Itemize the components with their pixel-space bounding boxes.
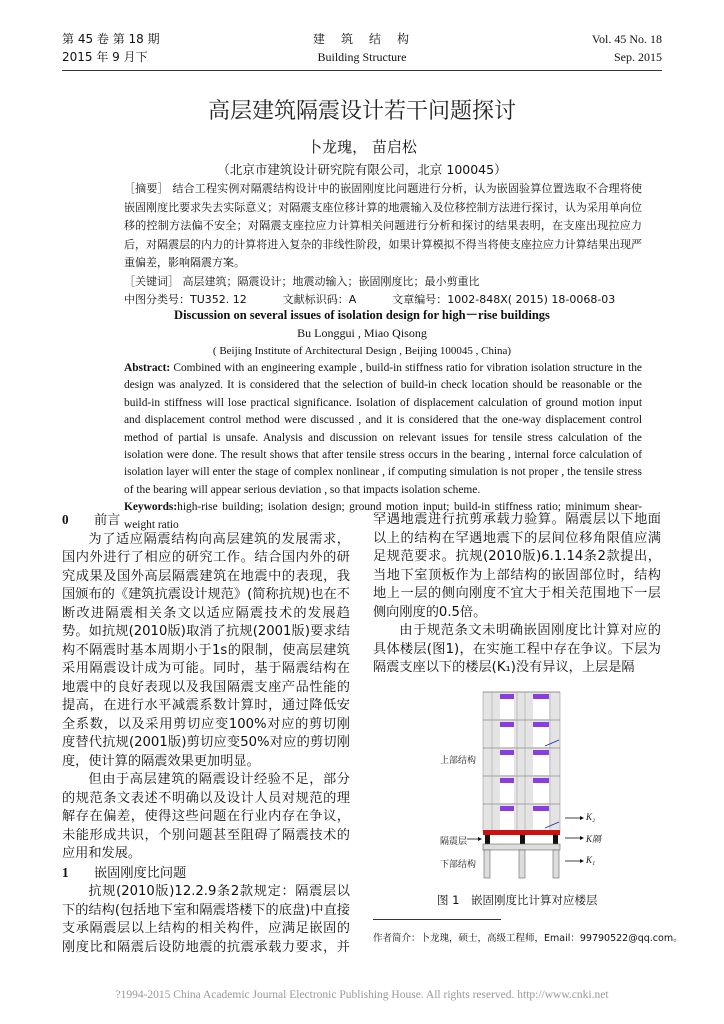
- volume-en: Vol. 45 No. 18: [591, 32, 662, 46]
- figure-caption: 图 1 嵌固刚度比计算对应楼层: [437, 893, 598, 907]
- beam-mark: [533, 722, 549, 727]
- english-affiliation: ( Beijing Institute of Architectural Design , Beijing 100045 , China): [212, 345, 512, 357]
- keywords-label: ［关键词］: [124, 274, 179, 288]
- english-keywords-text: high-rise building; isolation design; ground motion input; build-in stiffness ratio; minimum shear-weight ratio: [124, 501, 642, 531]
- beam-mark: [500, 806, 514, 811]
- label-k-isolation: K隔: [586, 834, 602, 844]
- bay-opening: [500, 755, 514, 775]
- english-keywords-label: Keywords:: [124, 501, 178, 514]
- header-rule: [62, 70, 662, 71]
- journal-name-en: Building Structure: [317, 50, 407, 64]
- section-title: 前言: [94, 513, 121, 528]
- section-1-heading: [62, 864, 350, 884]
- paragraph: 但由于高层建筑的隔震设计经验不足，部分的规范条文表述不明确以及设计人员对规范的理解存在偏差，使得这些问题在行业内存在争议，未能形成共识，个别问题甚至阻碍了隔震技术的应用和发展。: [62, 772, 350, 861]
- lower-beam: [483, 844, 560, 850]
- label-k2: K₂: [586, 812, 596, 822]
- bay-opening: [500, 727, 514, 747]
- lower-column: [484, 850, 490, 878]
- beam-mark: [533, 750, 549, 755]
- beam-mark: [533, 778, 549, 783]
- beam-mark: [500, 750, 514, 755]
- figure-1-diagram: [365, 680, 675, 885]
- bay-opening: [533, 783, 549, 803]
- lower-column: [519, 850, 525, 878]
- bay-opening: [533, 727, 549, 747]
- bay-opening: [500, 783, 514, 803]
- paper-title: 高层建筑隔震设计若干问题探讨: [207, 99, 516, 124]
- beam-mark: [500, 778, 514, 783]
- date-en: Sep. 2015: [614, 50, 662, 64]
- paragraph: 为了适应隔震结构向高层建筑的发展需求，国内外进行了相应的研究工作。结合国内外的研究成果及国外高层隔震建筑在地震中的表现，我国颁布的《建筑抗震设计规范》(简称抗规)也在不断改进隔震相关条文以适应隔震技术的发展趋势。如抗规(2010版)取消了抗规(2001版)要求结构不隔震时基本周期小于1s的限制，使高层建筑采用隔震设计成为可能。同时，基于隔震结构在地震中的良好表现以及我国隔震支座产品性能的提高，在进行水平减震系数计算时，通过降低安全系数，以及采用剪切应变100%对应的剪切刚度替代抗规(2001版)剪切应变50%对应的剪切刚度，使计算的隔震效果更加明显。: [62, 531, 350, 769]
- abstract-label: ［摘要］: [124, 182, 169, 195]
- bay-opening: [533, 699, 549, 719]
- label-upper-structure: 上部结构: [440, 756, 477, 766]
- english-abstract: [124, 360, 642, 534]
- bay-opening: [500, 699, 514, 719]
- beam-mark: [533, 694, 549, 699]
- beam-mark: [500, 694, 514, 699]
- chinese-abstract: [124, 180, 642, 310]
- affiliation: （北京市建筑设计研究院有限公司，北京 100045）: [217, 162, 507, 177]
- isolator: [520, 835, 525, 844]
- footnote-rule: [373, 919, 501, 920]
- copyright-footer: ?1994-2015 China Academic Journal Electronic Publishing House. All rights reserved. http://www.cnki.net: [115, 989, 609, 1001]
- beam-mark: [533, 806, 549, 811]
- bay-opening: [533, 755, 549, 775]
- lower-column: [553, 850, 559, 878]
- left-column: [62, 511, 350, 957]
- label-lower-structure: 下部结构: [440, 860, 477, 870]
- authors: 卜龙瑰， 苗启松: [307, 138, 417, 156]
- section-number: 1: [62, 864, 69, 880]
- abstract-text: 结合工程实例对隔震结构设计中的嵌固刚度比问题进行分析，认为嵌固验算位置选取不合理将使嵌固刚度比要求失去实际意义；对隔震支座位移计算的地震输入及位移控制方法进行探讨，认为采用单向位移的控制方法偏不安全；对隔震支座拉应力计算相关问题进行分析和探讨的结果表明，在支座出现拉应力后，对隔震层的内力的计算将进入复杂的非线性阶段，如果计算模拟不得当将使支座拉应力计算结果出现严重偏差，影响隔震方案。: [124, 182, 643, 269]
- english-authors: Bu Longgui , Miao Qisong: [297, 326, 427, 340]
- clc-number: 中图分类号：TU352. 12: [124, 293, 247, 306]
- paragraph: 抗规(2010版)12.2.9条2款规定：隔震层以下的结构(包括地下室和隔震塔楼下的底盘)中直接支承隔震层以上结构的相关构件，应满足嵌固的刚度比和隔震后设防地震的抗震承载力要求，并: [62, 884, 350, 955]
- english-abstract-label: Abstract:: [124, 362, 171, 374]
- english-title: Discussion on several issues of isolation design for high－rise buildings: [174, 308, 550, 322]
- bay-opening: [500, 811, 514, 831]
- keywords-text: 高层建筑；隔震设计；地震动输入；嵌固刚度比；最小剪重比: [182, 274, 480, 288]
- issue-volume: 第 45 卷 第 18 期: [62, 32, 160, 46]
- english-abstract-text: Combined with an engineering example , build-in stiffness ratio for vibration isolation structure in the design was analyzed. It is considered that the selection of build-in check location should be reasonable or the build-in stiffness will lose practical significance. Isolation of displacement calculation of ground motion input and displacement control method were discussed , and it is considered that the one-way displacement control method of partial is unsafe. Analysis and discussion on relevant issues for tensile stress calculation of the isolation were done. The result shows that after tensile stress occurs in the bearing , internal force calculation of isolation layer will enter the stage of complex nonlinear , if computing simulation is not proper , the tensile stress of the bearing will appear serious deviation , so that impacts isolation scheme.: [124, 362, 642, 496]
- journal-volume-en: [592, 30, 662, 66]
- section-title: 嵌固刚度比问题: [94, 865, 187, 881]
- author-footnote: 作者简介：卜龙瑰，硕士，高级工程师，Email：99790522@qq.com。: [373, 933, 683, 944]
- paragraph-continued: 罕遇地震进行抗剪承载力验算。隔震层以下地面以上的结构在罕遇地震下的层间位移角限值应满足规范要求。抗规(2010版)6.1.14条2款提出，当地下室顶板作为上部结构的嵌固部位时，结构地上一层的侧向刚度不宜大于相关范围地下一层侧向刚度的0.5倍。: [373, 512, 661, 620]
- paragraph: 由于规范条文未明确嵌固刚度比计算对应的具体楼层(图1)，在实施工程中存在争议。下层为隔震支座以下的楼层(K₁)没有异议，上层是隔: [373, 623, 661, 675]
- section-0-heading: [62, 511, 350, 531]
- isolator: [553, 835, 558, 844]
- isolator: [485, 835, 490, 844]
- label-isolation-layer: 隔震层: [440, 837, 468, 847]
- section-number: 0: [62, 512, 69, 527]
- issue-date: 2015 年 9 月下: [62, 50, 148, 64]
- isolation-band: [483, 830, 560, 835]
- beam-mark: [500, 722, 514, 727]
- doc-code: 文献标识码：A: [282, 293, 357, 306]
- article-number: 文章编号：1002-848X( 2015) 18-0068-03: [392, 293, 616, 306]
- journal-name-cn: 建 筑 结 构: [312, 32, 411, 46]
- right-column: [373, 511, 661, 679]
- bay-opening: [533, 811, 549, 831]
- label-k1: K₁: [586, 855, 596, 865]
